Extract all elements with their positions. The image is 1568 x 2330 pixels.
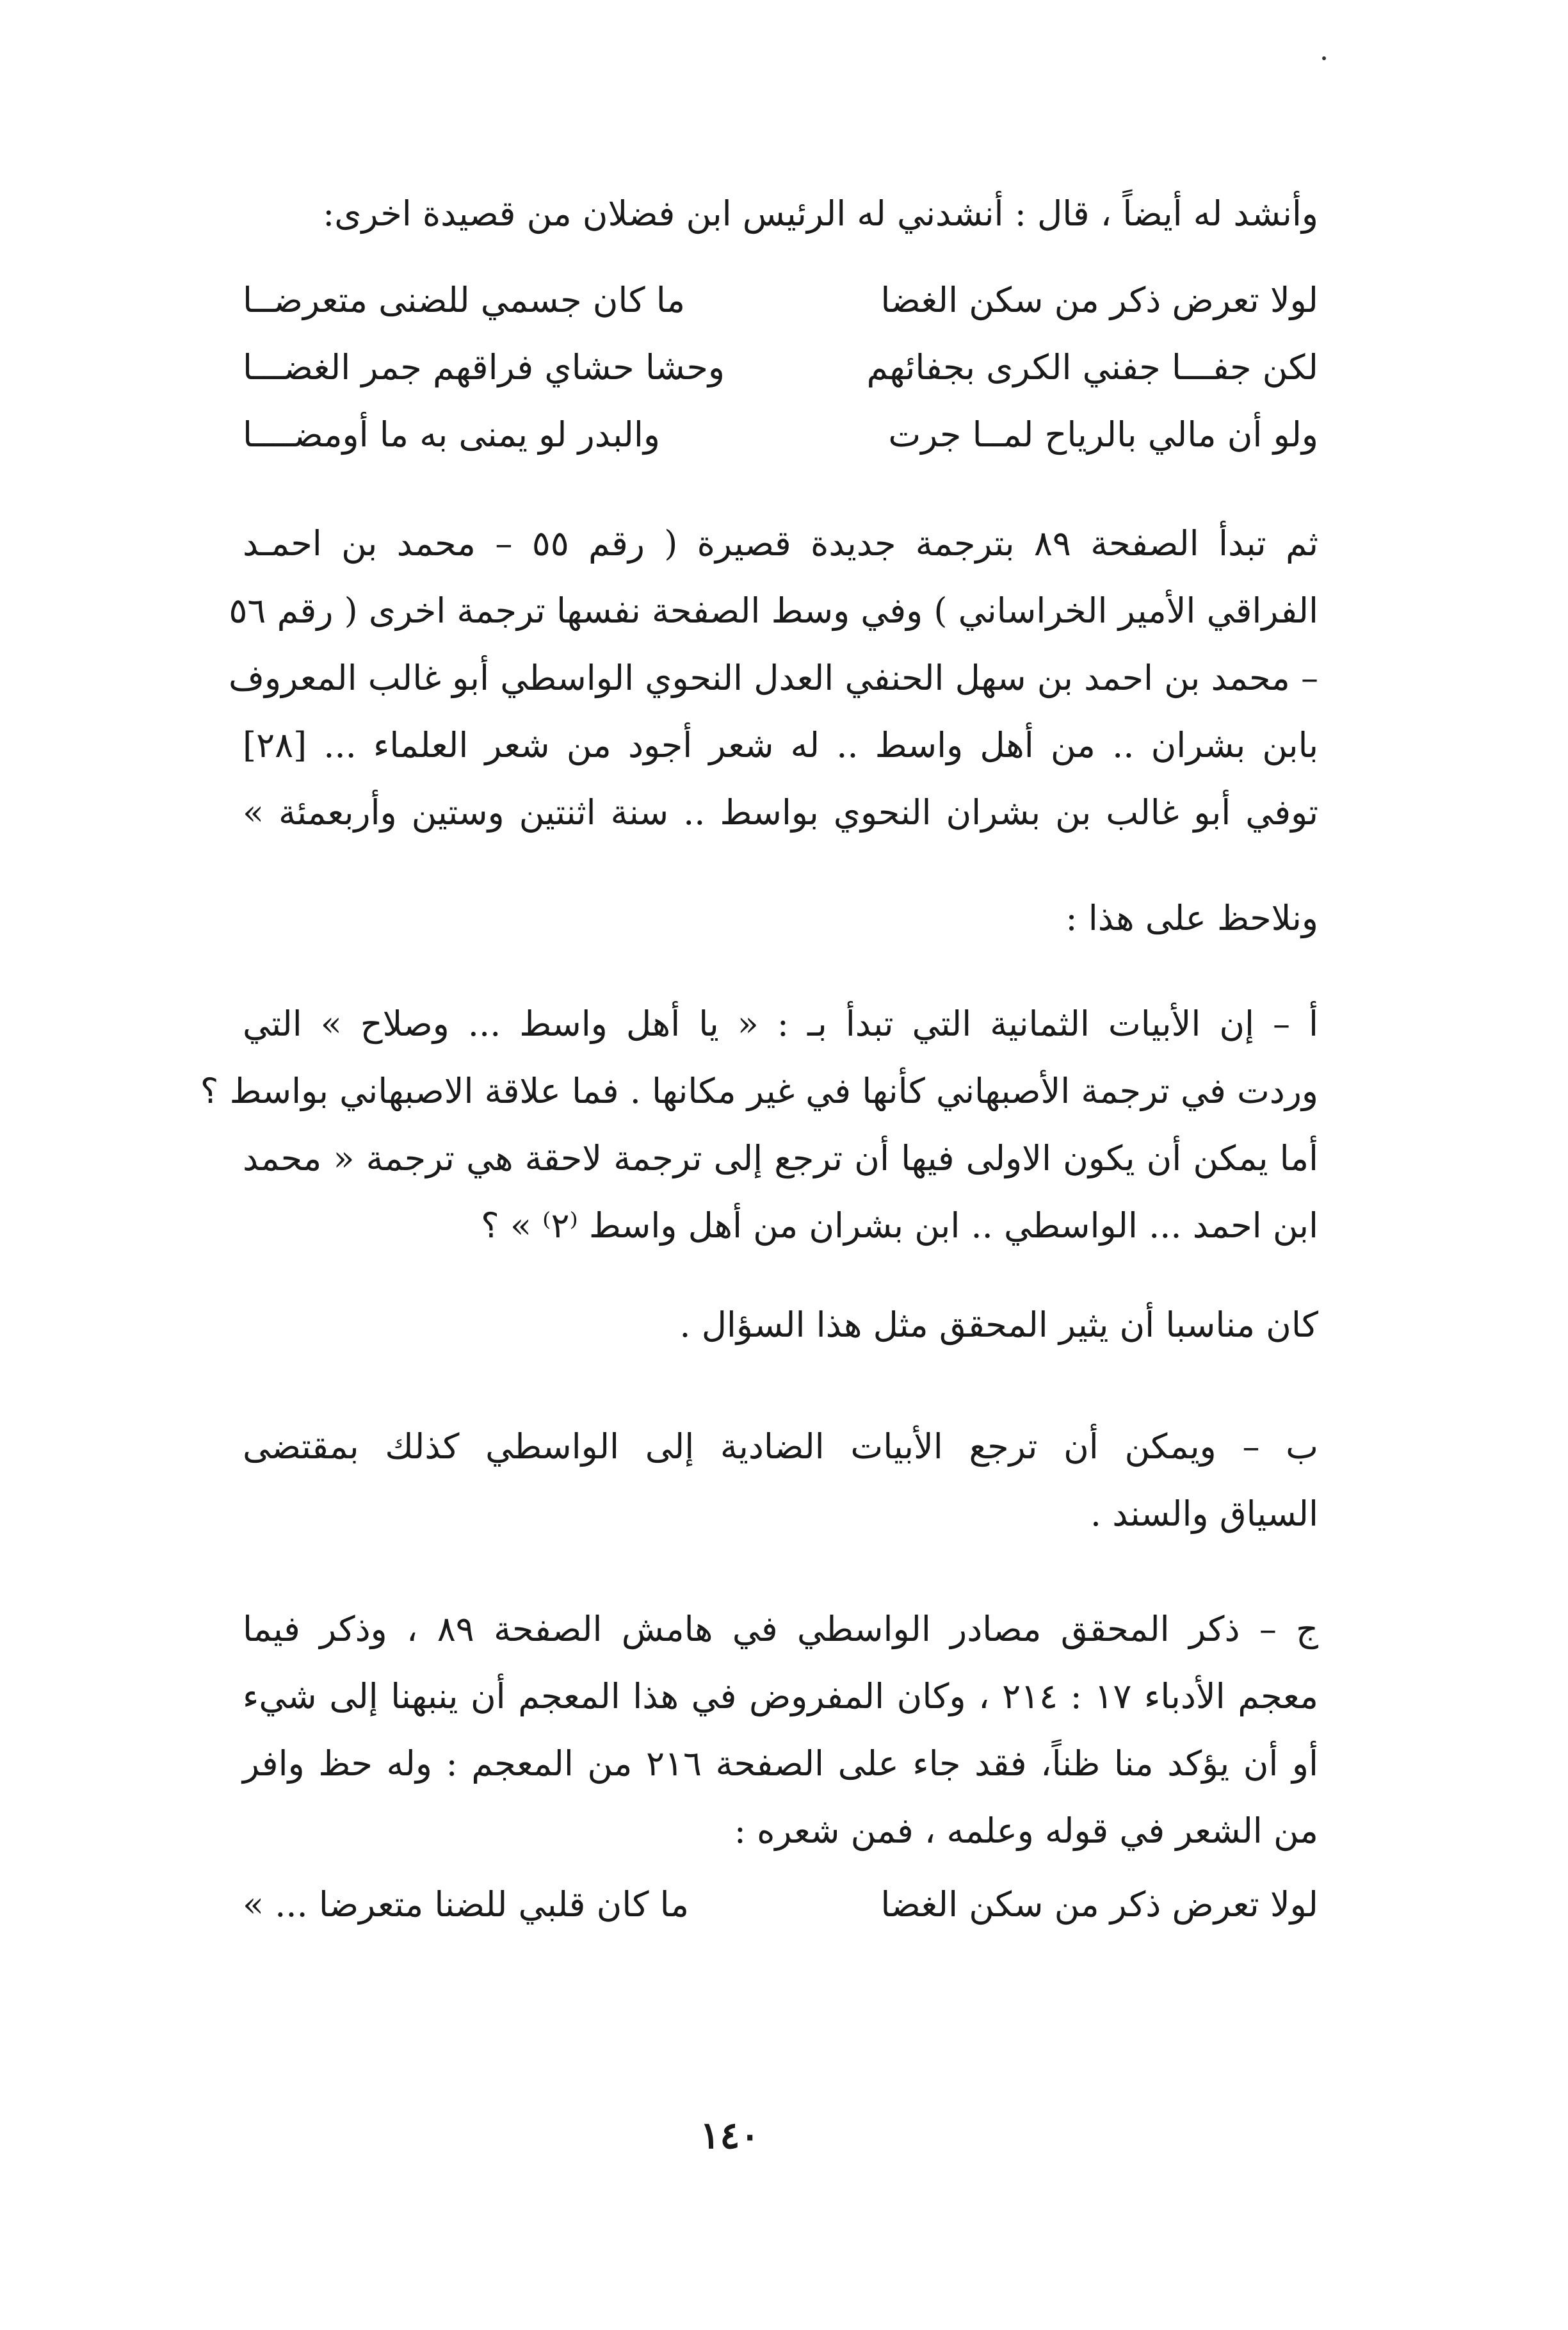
paragraph-line: توفي أبو غالب بن بشران النحوي بواسط .. سنة اثنتين وستين وأربعمئة » xyxy=(243,792,1318,833)
point-c-line: من الشعر في قوله وعلمه ، فمن شعره : xyxy=(734,1811,1318,1851)
point-a-line: أما يمكن أن يكون الاولى فيها أن ترجع إلى ترجمة لاحقة هي ترجمة « محمد xyxy=(243,1138,1318,1178)
point-a-comment: كان مناسبا أن يثير المحقق مثل هذا السؤال . xyxy=(679,1305,1318,1345)
point-b-line: ب – ويمكن أن ترجع الأبيات الضادية إلى الواسطي كذلك بمقتضى xyxy=(243,1426,1318,1467)
verse-second-hemistich: ما كان قلبي للضنا متعرضا ... » xyxy=(243,1884,689,1925)
quoted-verse xyxy=(243,1883,1318,1927)
paragraph-line: – محمد بن احمد بن سهل الحنفي العدل النحوي الواسطي أبو غالب المعروف xyxy=(229,658,1318,698)
poem-verse-3 xyxy=(243,413,1318,457)
scan-speck xyxy=(1322,56,1326,60)
intro-line: وأنشد له أيضاً ، قال : أنشدني له الرئيس ابن فضلان من قصيدة اخرى: xyxy=(323,193,1318,234)
verse-second-hemistich: وحشا حشاي فراقهم جمر الغضـــا xyxy=(243,347,725,387)
point-a-line: أ – إن الأبيات الثمانية التي تبدأ بـ : « يا أهل واسط ... وصلاح » التي xyxy=(243,1004,1318,1044)
verse-first-hemistich: ولو أن مالي بالرياح لمــا جرت xyxy=(888,414,1318,455)
verse-first-hemistich: لولا تعرض ذكر من سكن الغضا xyxy=(880,1884,1318,1925)
poem-verse-1 xyxy=(243,279,1318,322)
poem-verse-2 xyxy=(243,346,1318,389)
paragraph-line: ثم تبدأ الصفحة ٨٩ بترجمة جديدة قصيرة ( رقم ٥٥ – محمد بن احمـد xyxy=(243,523,1318,564)
point-a-line: ابن احمد ... الواسطي .. ابن بشران من أهل واسط ⁽٢⁾ » ؟ xyxy=(481,1205,1318,1246)
point-b-line: السياق والسند . xyxy=(1090,1494,1318,1534)
verse-first-hemistich: لولا تعرض ذكر من سكن الغضا xyxy=(880,280,1318,320)
point-c-line: أو أن يؤكد منا ظناً، فقد جاء على الصفحة ٢١٦ من المعجم : وله حظ وافر xyxy=(243,1743,1319,1784)
verse-second-hemistich: والبدر لو يمنى به ما أومضــــا xyxy=(243,414,660,455)
paragraph-line: الفراقي الأمير الخراساني ) وفي وسط الصفحة نفسها ترجمة اخرى ( رقم ٥٦ xyxy=(229,591,1318,631)
page-number: ١٤٠ xyxy=(700,2114,760,2157)
point-c-line: ج – ذكر المحقق مصادر الواسطي في هامش الصفحة ٨٩ ، وذكر فيما xyxy=(243,1609,1318,1649)
note-heading: ونلاحظ على هذا : xyxy=(1065,898,1318,938)
point-c-line: معجم الأدباء ١٧ : ٢١٤ ، وكان المفروض في هذا المعجم أن ينبهنا إلى شيء xyxy=(243,1676,1318,1716)
paragraph-line: بابن بشران .. من أهل واسط .. له شعر أجود من شعر العلماء ... [٢٨] xyxy=(243,725,1318,765)
point-a-line: وردت في ترجمة الأصبهاني كأنها في غير مكانها . فما علاقة الاصبهاني بواسط ؟ xyxy=(200,1071,1318,1111)
verse-first-hemistich: لكن جفـــا جفني الكرى بجفائهم xyxy=(866,347,1318,387)
verse-second-hemistich: ما كان جسمي للضنى متعرضــا xyxy=(243,280,686,320)
